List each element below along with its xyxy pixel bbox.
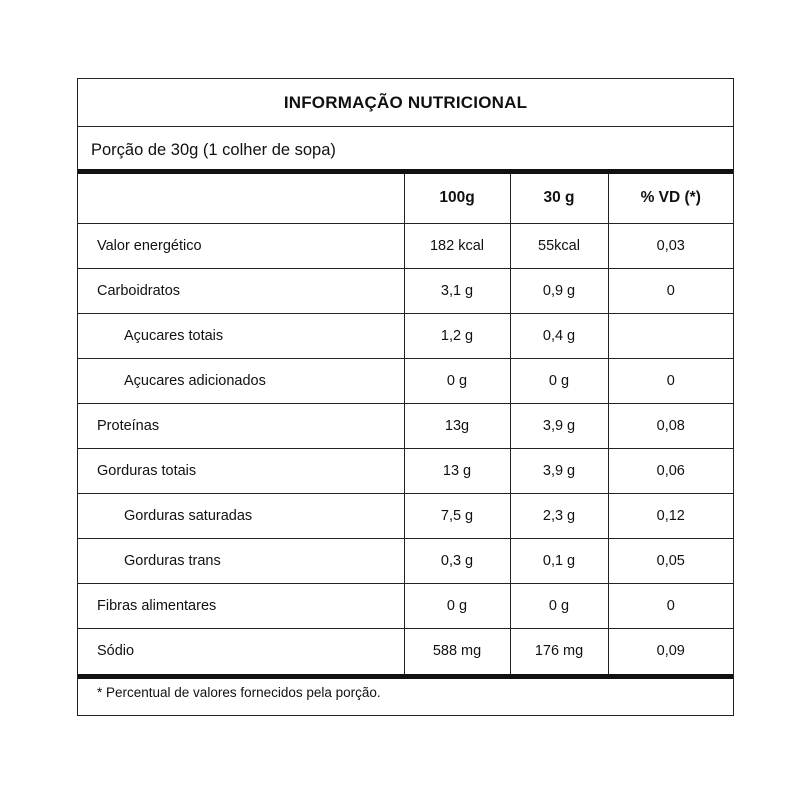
value-per-30g: 0 g <box>510 583 608 628</box>
value-per-100g: 0,3 g <box>404 538 510 583</box>
value-per-100g: 13 g <box>404 448 510 493</box>
value-daily: 0,05 <box>608 538 733 583</box>
nutrient-label: Açucares adicionados <box>78 358 404 403</box>
value-daily: 0 <box>608 358 733 403</box>
table-header-row <box>78 174 733 223</box>
value-per-30g: 2,3 g <box>510 493 608 538</box>
nutrition-facts-panel <box>77 78 734 716</box>
value-per-100g: 588 mg <box>404 628 510 676</box>
table-row <box>78 358 733 403</box>
value-daily: 0,09 <box>608 628 733 676</box>
nutrient-label: Sódio <box>78 628 404 676</box>
table-row <box>78 493 733 538</box>
nutrient-label: Valor energético <box>78 223 404 268</box>
value-daily: 0 <box>608 583 733 628</box>
nutrient-label: Fibras alimentares <box>78 583 404 628</box>
value-per-30g: 3,9 g <box>510 403 608 448</box>
nutrient-label: Gorduras totais <box>78 448 404 493</box>
nutrient-label: Gorduras trans <box>78 538 404 583</box>
value-daily <box>608 313 733 358</box>
value-per-30g: 0,1 g <box>510 538 608 583</box>
table-row <box>78 583 733 628</box>
value-daily: 0,03 <box>608 223 733 268</box>
value-per-100g: 13g <box>404 403 510 448</box>
table-row <box>78 538 733 583</box>
nutrition-table <box>78 174 733 679</box>
value-daily: 0 <box>608 268 733 313</box>
table-row <box>78 628 733 676</box>
table-row <box>78 313 733 358</box>
value-per-30g: 176 mg <box>510 628 608 676</box>
value-per-30g: 0,9 g <box>510 268 608 313</box>
header-per-100g: 100g <box>404 174 510 223</box>
nutrition-title: INFORMAÇÃO NUTRICIONAL <box>78 79 733 127</box>
value-per-30g: 3,9 g <box>510 448 608 493</box>
header-daily-value: % VD (*) <box>608 174 733 223</box>
footnote: * Percentual de valores fornecidos pela porção. <box>97 684 381 700</box>
value-per-100g: 182 kcal <box>404 223 510 268</box>
value-per-100g: 7,5 g <box>404 493 510 538</box>
header-per-30g: 30 g <box>510 174 608 223</box>
table-row <box>78 403 733 448</box>
value-daily: 0,06 <box>608 448 733 493</box>
value-daily: 0,08 <box>608 403 733 448</box>
value-per-100g: 0 g <box>404 583 510 628</box>
value-per-100g: 0 g <box>404 358 510 403</box>
value-per-100g: 3,1 g <box>404 268 510 313</box>
table-row <box>78 223 733 268</box>
nutrient-label: Açucares totais <box>78 313 404 358</box>
nutrient-label: Carboidratos <box>78 268 404 313</box>
value-per-30g: 55kcal <box>510 223 608 268</box>
value-per-30g: 0 g <box>510 358 608 403</box>
table-row <box>78 448 733 493</box>
portion-size: Porção de 30g (1 colher de sopa) <box>78 127 733 174</box>
value-per-30g: 0,4 g <box>510 313 608 358</box>
value-daily: 0,12 <box>608 493 733 538</box>
table-row <box>78 268 733 313</box>
header-nutrient <box>78 174 404 223</box>
value-per-100g: 1,2 g <box>404 313 510 358</box>
nutrient-label: Proteínas <box>78 403 404 448</box>
nutrient-label: Gorduras saturadas <box>78 493 404 538</box>
